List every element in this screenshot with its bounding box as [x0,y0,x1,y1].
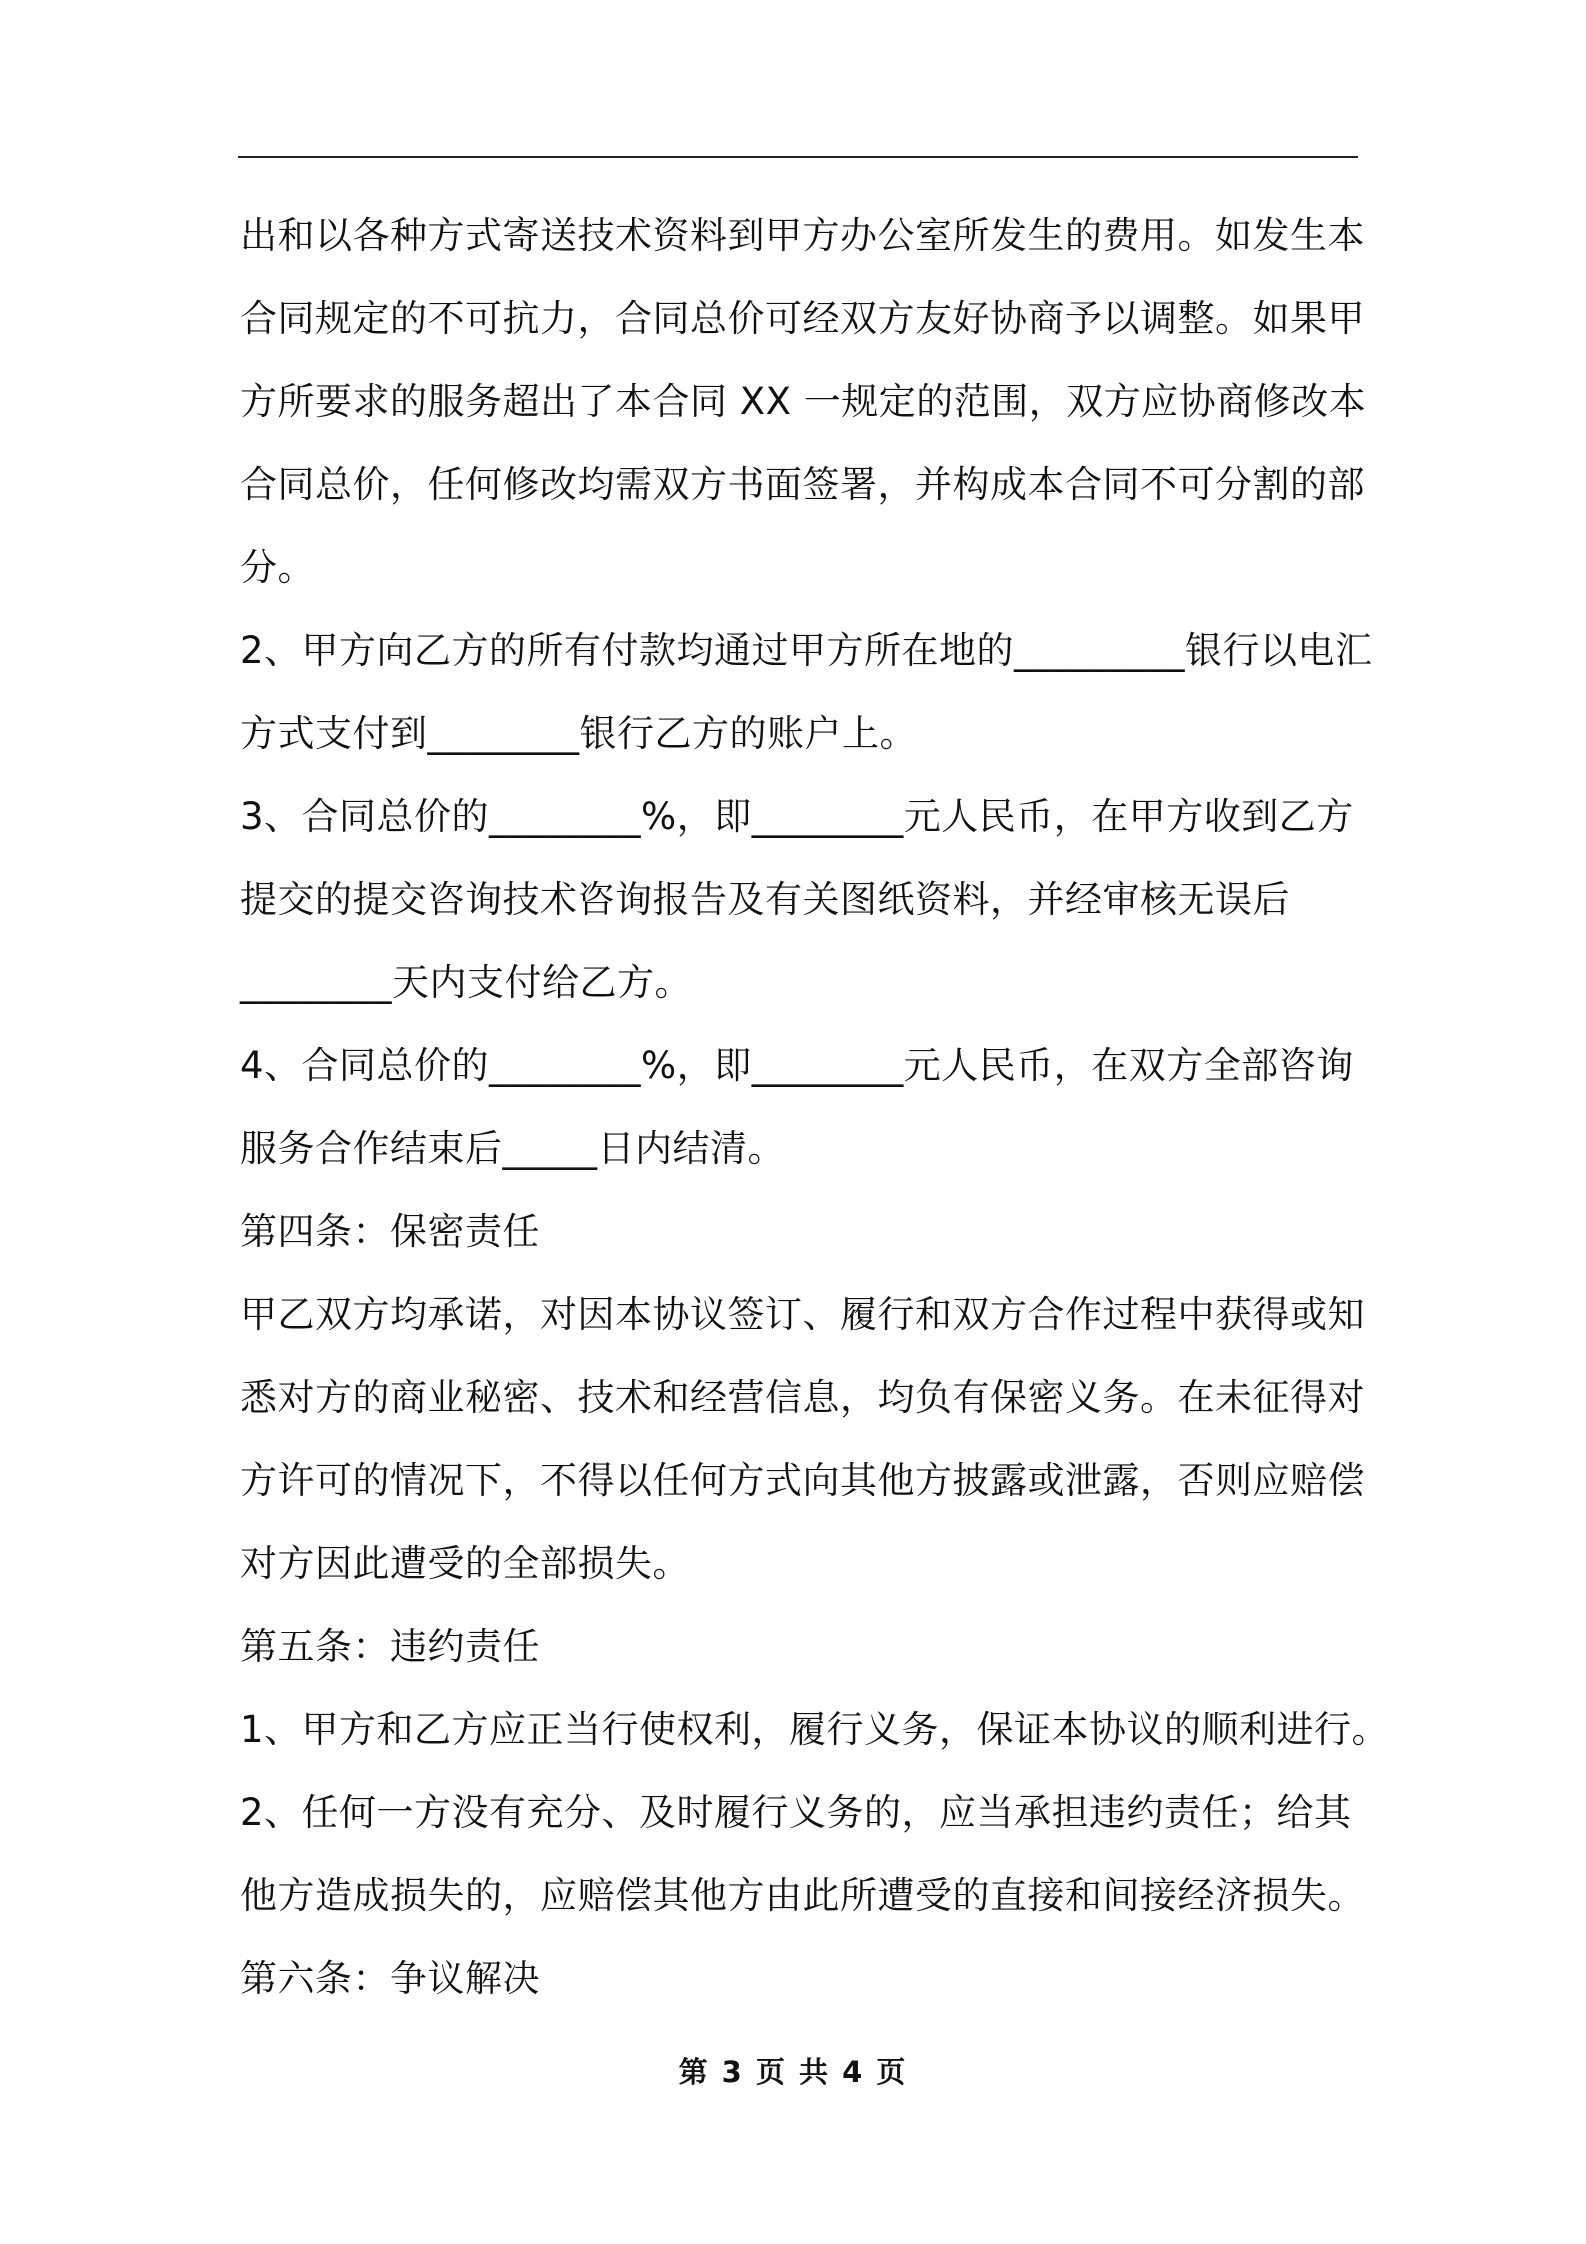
text-line: 服务合作结束后_____日内结清。 [240,1127,785,1170]
text-line: 1、甲方和乙方应正当行使权利，履行义务，保证本协议的顺利进行。 [240,1708,1390,1751]
document-body [240,194,1390,2020]
header-rule [238,156,1358,158]
text-line: 合同总价，任何修改均需双方书面签署，并构成本合同不可分割的部 [240,463,1365,506]
text-line: 方式支付到________银行乙方的账户上。 [240,712,917,755]
page-number: 第 3 页 共 4 页 [678,2055,908,2089]
text-line: 分。 [240,546,315,589]
text-line: 对方因此遭受的全部损失。 [240,1542,690,1585]
text-line: 方许可的情况下，不得以任何方式向其他方披露或泄露，否则应赔偿 [240,1459,1365,1502]
text-line: 他方造成损失的，应赔偿其他方由此所遭受的直接和间接经济损失。 [240,1874,1365,1917]
text-line: 2、任何一方没有充分、及时履行义务的，应当承担违约责任；给其 [240,1791,1352,1834]
text-line: 甲乙双方均承诺，对因本协议签订、履行和双方合作过程中获得或知 [240,1293,1365,1336]
text-line: 方所要求的服务超出了本合同 XX 一规定的范围，双方应协商修改本 [240,380,1367,423]
text-line: 悉对方的商业秘密、技术和经营信息，均负有保密义务。在未征得对 [240,1376,1365,1419]
text-line: 合同规定的不可抗力，合同总价可经双方友好协商予以调整。如果甲 [240,297,1365,340]
text-line: 4、合同总价的________%，即________元人民币，在双方全部咨询 [240,1044,1354,1087]
text-line: 提交的提交咨询技术咨询报告及有关图纸资料，并经审核无误后 [240,878,1290,921]
text-line: 2、甲方向乙方的所有付款均通过甲方所在地的_________银行以电汇 [240,629,1373,672]
section-heading: 第四条：保密责任 [240,1210,540,1253]
text-line: ________天内支付给乙方。 [240,961,692,1004]
text-line: 3、合同总价的________%，即________元人民币，在甲方收到乙方 [240,795,1354,838]
section-heading: 第五条：违约责任 [240,1625,540,1668]
section-heading: 第六条：争议解决 [240,1957,540,2000]
text-line: 出和以各种方式寄送技术资料到甲方办公室所发生的费用。如发生本 [240,214,1365,257]
